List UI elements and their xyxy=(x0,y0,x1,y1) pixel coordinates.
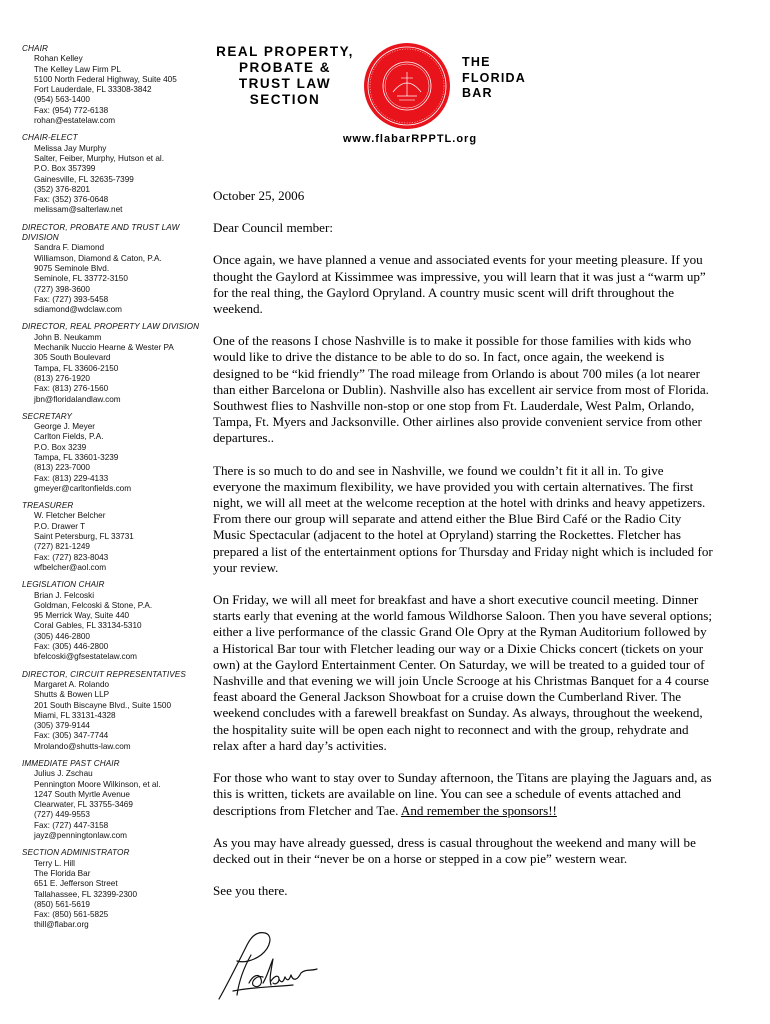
officer-role: DIRECTOR, PROBATE AND TRUST LAW DIVISION xyxy=(22,222,180,243)
section-title-line: REAL PROPERTY, xyxy=(216,44,354,59)
officer-detail: Fax: (727) 447-3158 xyxy=(34,820,109,830)
officer-detail: Fax: (727) 393-5458 xyxy=(34,294,109,304)
letter-body xyxy=(213,188,713,915)
officer-detail: Coral Gables, FL 33134-5310 xyxy=(34,621,142,631)
officer-detail: Pennington Moore Wilkinson, et al. xyxy=(34,779,161,789)
officer-detail: Fax: (352) 376-0648 xyxy=(34,195,109,205)
officer-role: DIRECTOR, REAL PROPERTY LAW DIVISION xyxy=(22,322,200,332)
officer-role: LEGISLATION CHAIR xyxy=(22,580,105,590)
officer-detail: P.O. Box 357399 xyxy=(34,164,96,174)
bar-name-line: FLORIDA xyxy=(462,70,526,85)
officer-detail: P.O. Box 3239 xyxy=(34,442,87,452)
officer-detail: Salter, Feiber, Murphy, Hutson et al. xyxy=(34,153,164,163)
officers-sidebar xyxy=(22,44,212,938)
officer-block xyxy=(22,848,212,930)
officer-detail[interactable]: wfbelcher@aol.com xyxy=(34,562,107,572)
officer-detail[interactable]: bfelcoski@gfsestatelaw.com xyxy=(34,652,137,662)
officer-role: TREASURER xyxy=(22,501,74,511)
website-link[interactable]: www.flabarRPPTL.org xyxy=(342,133,478,145)
closing: See you there. xyxy=(213,883,288,899)
officer-detail[interactable]: thill@flabar.org xyxy=(34,920,89,930)
letter-date: October 25, 2006 xyxy=(213,188,305,203)
officer-detail: Tampa, FL 33606-2150 xyxy=(34,363,119,373)
paragraph: On Friday, we will all meet for breakfast and have a short executive council meeting. Dinner starts early that evening at the world famous Wildhorse Saloon. Then you have several options; either a live performance of the classic Grand Ole Opry at the Ryman Auditorium followed by a Historical Bar tour with Fletcher leading our way or a Dixie Chicks concert (tickets on your own) at the Gaylord Entertainment Center. On Saturday, we will be treated to a guided tour of Nashville and that evening we will join Uncle Scrooge at his Christmas Banquet for a 4 course feast aboard the General Jackson Showboat for a cruise down the Cumberland River. The weekend concludes with a farewell breakfast on Sunday. As always, throughout the weekend, the hospitality suite will be open each night to reconnect and with the group, rehydrate and relax after a hard day’s activities. xyxy=(213,592,712,753)
officer-detail: John B. Neukamm xyxy=(34,332,102,342)
paragraph: Once again, we have planned a venue and associated events for your meeting pleasure. If you thought the Gaylord at Kissimmee was impressive, you will learn that it was just a “warm up” for the real thing, the Gaylord Opryland. A country music scent will drift throughout the weekend. xyxy=(213,252,706,317)
officer-role: CHAIR xyxy=(22,44,48,53)
officer-detail: Mechanik Nuccio Hearne & Wester PA xyxy=(34,343,174,353)
officer-detail[interactable]: rohan@estatelaw.com xyxy=(34,116,116,126)
officer-detail: The Kelley Law Firm PL xyxy=(34,64,121,74)
officer-detail[interactable]: jayz@penningtonlaw.com xyxy=(34,831,127,841)
officer-detail: Rohan Kelley xyxy=(34,54,83,64)
officer-block xyxy=(22,44,212,126)
officer-block xyxy=(22,133,212,215)
salutation: Dear Council member: xyxy=(213,220,333,236)
officer-detail[interactable]: gmeyer@carltonfields.com xyxy=(34,483,132,493)
officer-detail: Clearwater, FL 33755-3469 xyxy=(34,800,133,810)
officer-detail: Tampa, FL 33601-3239 xyxy=(34,452,119,462)
officer-detail: P.O. Drawer T xyxy=(34,521,86,531)
officer-role: IMMEDIATE PAST CHAIR xyxy=(22,759,120,768)
officer-detail: Fax: (813) 276-1560 xyxy=(34,384,109,394)
officer-detail: Williamson, Diamond & Caton, P.A. xyxy=(34,253,162,263)
officer-detail: The Florida Bar xyxy=(34,868,91,878)
officer-block xyxy=(22,322,212,404)
officer-detail: Gainesville, FL 32635-7399 xyxy=(34,174,134,184)
officer-detail[interactable]: sdiamond@wdclaw.com xyxy=(34,305,122,315)
officer-block xyxy=(22,412,212,494)
bar-name-line: BAR xyxy=(462,86,493,100)
officer-detail: (727) 449-9553 xyxy=(34,810,90,820)
officer-detail: (352) 376-8201 xyxy=(34,184,90,194)
officer-detail: Goldman, Felcoski & Stone, P.A. xyxy=(34,600,153,610)
officer-detail[interactable]: Mrolando@shutts-law.com xyxy=(34,741,131,751)
officer-detail: Julius J. Zschau xyxy=(34,769,93,779)
officer-detail: 1247 South Myrtle Avenue xyxy=(34,789,130,799)
sponsors-reminder: And remember the sponsors!! xyxy=(400,802,557,818)
officer-detail: Saint Petersburg, FL 33731 xyxy=(34,532,134,542)
officer-role: SECTION ADMINISTRATOR xyxy=(22,848,130,858)
officer-detail: Fax: (813) 229-4133 xyxy=(34,473,109,483)
officer-detail: 201 South Biscayne Blvd., Suite 1500 xyxy=(34,700,172,710)
officer-detail: 95 Merrick Way, Suite 440 xyxy=(34,611,130,621)
officer-detail: Terry L. Hill xyxy=(34,858,75,868)
officer-detail: Seminole, FL 33772-3150 xyxy=(34,274,128,284)
officer-block xyxy=(22,223,212,316)
officer-detail: 9075 Seminole Blvd. xyxy=(34,263,110,273)
officer-detail: Tallahassee, FL 32399-2300 xyxy=(34,889,138,899)
officer-detail[interactable]: melissam@salterlaw.net xyxy=(34,205,123,215)
paragraph: There is so much to do and see in Nashville, we found we couldn’t fit it all in. To give everyone the maximum flexibility, we have provided you with certain alternatives. The first night, we will all meet at the welcome reception at the hotel with drinks and heavy appetizers. From there our group will separate and attend either the Blue Bird Café or the Radio City Music Spectacular (adjacent to the hotel at Opryland) starring the Rockettes. Fletcher has prepared a list of the entertainment options for Thursday and Friday night which is included for your review. xyxy=(213,462,713,575)
officer-detail: 651 E. Jefferson Street xyxy=(34,879,118,889)
officer-block xyxy=(22,759,212,841)
section-title-line: TRUST LAW xyxy=(238,76,332,91)
officer-role: DIRECTOR, CIRCUIT REPRESENTATIVES xyxy=(22,669,186,679)
paragraph: One of the reasons I chose Nashville is to make it possible for those families with kids who would like to drive the distance to be able to do so. In fact, once again, the weekend is designed to be “kid friendly” The road mileage from Orlando is about 700 miles (a lot nearer than either Barcelona or Dublin). Nashville also has excellent air service from most of Florida. Southwest flies to Nashville non-stop or one stop from Ft. Lauderdale, West Palm, Orlando, Tampa, Ft. Myers and Jacksonville. Other airlines also provide convenient service from other departures.. xyxy=(213,333,709,446)
officer-detail: Fax: (954) 772-6138 xyxy=(34,105,109,115)
officer-detail: (813) 223-7000 xyxy=(34,463,90,473)
officer-detail: Fax: (305) 347-7744 xyxy=(34,731,109,741)
officer-detail: (305) 379-9144 xyxy=(34,721,90,731)
officer-detail: Sandra F. Diamond xyxy=(34,243,105,253)
officer-block xyxy=(22,580,212,662)
paragraph-text: For those who want to stay over to Sunday afternoon, the Titans are playing the Jaguars and, as this is written, tickets are available on line. You can see a schedule of events attached and descriptions from Fletcher and Tae. xyxy=(213,770,712,818)
officer-detail: (813) 276-1920 xyxy=(34,373,90,383)
officer-block xyxy=(22,501,212,573)
officer-detail: (850) 561-5619 xyxy=(34,899,90,909)
officer-detail: Shutts & Bowen LLP xyxy=(34,690,110,700)
officer-detail: W. Fletcher Belcher xyxy=(34,511,106,521)
officer-detail: (305) 446-2800 xyxy=(34,631,90,641)
florida-bar-seal-icon xyxy=(363,42,451,130)
officer-detail: Fax: (850) 561-5825 xyxy=(34,910,109,920)
officer-detail: Carlton Fields, P.A. xyxy=(34,432,104,442)
officer-detail: George J. Meyer xyxy=(34,422,95,432)
section-title-line: SECTION xyxy=(249,92,321,107)
officer-detail: (954) 563-1400 xyxy=(34,95,90,105)
officer-detail: Fax: (305) 446-2800 xyxy=(34,642,109,652)
officer-detail: Miami, FL 33131-4328 xyxy=(34,710,116,720)
signature-icon xyxy=(213,925,323,1003)
officer-detail: (727) 821-1249 xyxy=(34,542,90,552)
officer-role: SECRETARY xyxy=(22,411,73,421)
officer-detail: Fort Lauderdale, FL 33308-3842 xyxy=(34,85,152,95)
officer-detail: Brian J. Felcoski xyxy=(34,590,95,600)
section-title xyxy=(210,44,360,108)
officer-detail: Margaret A. Rolando xyxy=(34,679,110,689)
officer-role: CHAIR-ELECT xyxy=(22,133,78,143)
paragraph xyxy=(213,770,713,819)
officer-detail: Melissa Jay Murphy xyxy=(34,143,107,153)
bar-name-line: THE xyxy=(462,55,491,69)
paragraph: As you may have already guessed, dress is casual throughout the weekend and many will be decked out in their “never be on a horse or stepped in a cow pie” western wear. xyxy=(213,834,696,866)
officer-detail: Fax: (727) 823-8043 xyxy=(34,552,109,562)
officer-detail[interactable]: jbn@floridalandlaw.com xyxy=(34,394,121,404)
officer-detail: 305 South Boulevard xyxy=(34,353,111,363)
officer-detail: (727) 398-3600 xyxy=(34,284,90,294)
section-title-line: PROBATE & xyxy=(238,60,331,75)
officer-block xyxy=(22,670,212,752)
officer-detail: 5100 North Federal Highway, Suite 405 xyxy=(34,74,177,84)
florida-bar-name xyxy=(462,55,526,102)
